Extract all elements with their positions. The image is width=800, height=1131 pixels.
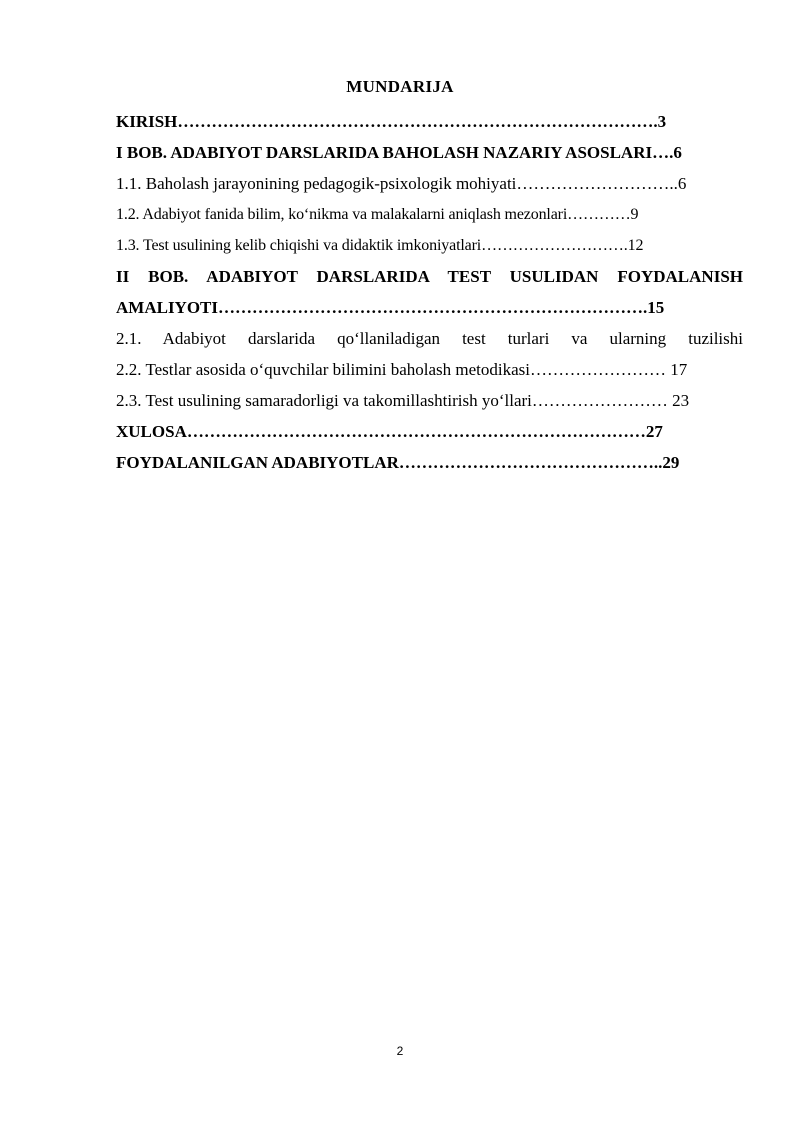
toc-entry-section-2-3: 2.3. Test usulining samaradorligi va takomillashtirish yo‘llari…………………… 23 [116, 391, 690, 410]
toc-entry-kirish: KIRISH………………………………………………………………………….3 [116, 112, 667, 131]
toc-entry-chapter-2: II BOB. ADABIYOT DARSLARIDA TEST USULIDAN FOYDALANISH AMALIYOTI………………………………………………………………….15 [116, 267, 743, 317]
toc-entry-section-1-3: 1.3. Test usulining kelib chiqishi va didaktik imkoniyatlari……………………….12 [116, 237, 644, 254]
toc-entry-section-1-1: 1.1. Baholash jarayonining pedagogik-psixologik mohiyati………………………..6 [116, 174, 687, 193]
table-of-contents [116, 106, 743, 478]
page-number: 2 [396, 1044, 404, 1058]
toc-entry-section-2-2: 2.2. Testlar asosida o‘quvchilar bilimini baholash metodikasi…………………… 17 [116, 360, 688, 379]
toc-entry-section-1-2: 1.2. Adabiyot fanida bilim, ko‘nikma va malakalarni aniqlash mezonlari…………9 [116, 206, 639, 223]
toc-entry-xulosa: XULOSA………………………………………………………………………27 [116, 422, 663, 441]
toc-entry-chapter-1: I BOB. ADABIYOT DARSLARIDA BAHOLASH NAZARIY ASOSLARI….6 [116, 143, 682, 162]
page-title: MUNDARIJA [346, 77, 454, 96]
toc-entry-references: FOYDALANILGAN ADABIYOTLAR………………………………………..29 [116, 453, 680, 472]
toc-entry-section-2-1: 2.1. Adabiyot darslarida qo‘llaniladigan test turlari va ularning tuzilishi [116, 329, 743, 348]
